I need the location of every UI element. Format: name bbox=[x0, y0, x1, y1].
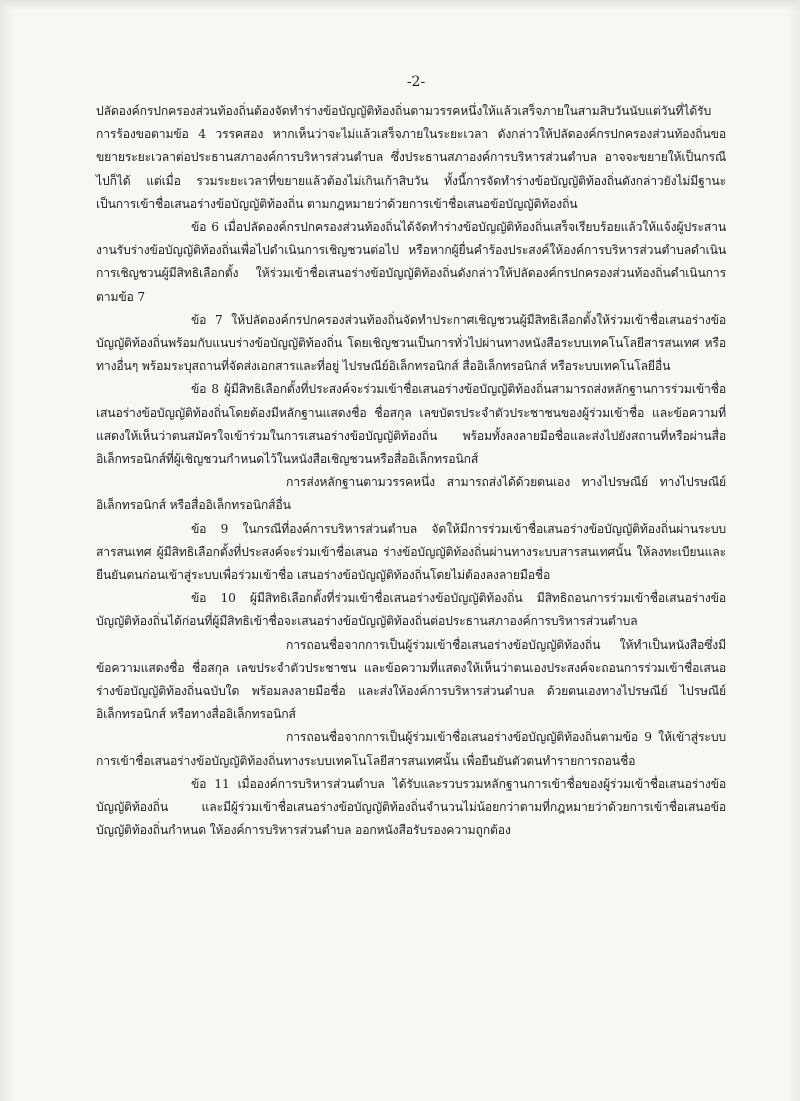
paragraph-clause-11: ข้อ 11 เมื่อองค์การบริหารส่วนตำบล ได้รับและรวบรวมหลักฐานการเข้าชื่อของผู้ร่วมเข้าชื่อเสนอร่างข้อบัญญัติท้องถิ่น และมีผู้ร่วมเข้าชื่อเสนอร่างข้อบัญญัติท้องถิ่นจำนวนไม่น้อยกว่าตามที่กฎหมายว่าด้วยการเข้าชื่อเสนอข้อบัญญัติท้องถิ่นกำหนด ให้องค์การบริหารส่วนตำบล ออกหนังสือรับรองความถูกต้อง bbox=[96, 776, 726, 838]
paragraph-clause-8: ข้อ 8 ผู้มีสิทธิเลือกตั้งที่ประสงค์จะร่วมเข้าชื่อเสนอร่างข้อบัญญัติท้องถิ่นสามารถส่งหลักฐานการร่วมเข้าชื่อเสนอร่างข้อบัญญัติท้องถิ่นโดยต้องมีหลักฐานแสดงชื่อ ชื่อสกุล เลขบัตรประจำตัวประชาชนของผู้ร่วมเข้าชื่อ และข้อความที่แสดงให้เห็นว่าตนสมัครใจเข้าร่วมในการเสนอร่างข้อบัญญัติท้องถิ่น พร้อมทั้งลงลายมือชื่อและส่งไปยังสถานที่หรือผ่านสื่ออิเล็กทรอนิกส์ที่ผู้เชิญชวนกำหนดไว้ในหนังสือเชิญชวนหรือสื่ออิเล็กทรอนิกส์ bbox=[96, 382, 726, 467]
paragraph-clause-10: ข้อ 10 ผู้มีสิทธิเลือกตั้งที่ร่วมเข้าชื่อเสนอร่างข้อบัญญัติท้องถิ่น มีสิทธิถอนการร่วมเข้าชื่อเสนอร่างข้อบัญญัติท้องถิ่นได้ก่อนที่ผู้มีสิทธิเข้าชื่อจะเสนอร่างข้อบัญญัติท้องถิ่นต่อประธานสภาองค์การบริหารส่วนตำบล bbox=[96, 591, 726, 629]
paragraph-clause-10-sub-1: การถอนชื่อจากการเป็นผู้ร่วมเข้าชื่อเสนอร่างข้อบัญญัติท้องถิ่น ให้ทำเป็นหนังสือซึ่งมีข้อความแสดงชื่อ ชื่อสกุล เลขประจำตัวประชาชน และข้อความที่แสดงให้เห็นว่าตนเองประสงค์จะถอนการร่วมเข้าชื่อเสนอร่างข้อบัญญัติท้องถิ่นฉบับใด พร้อมลงลายมือชื่อ และส่งให้องค์การบริหารส่วนตำบล ด้วยตนเองทางไปรษณีย์ ไปรษณีย์อิเล็กทรอนิกส์ หรือทางสื่ออิเล็กทรอนิกส์ bbox=[96, 637, 726, 722]
paragraph-continuation: ปลัดองค์กรปกครองส่วนท้องถิ่นต้องจัดทำร่างข้อบัญญัติท้องถิ่นตามวรรคหนึ่งให้แล้วเสร็จภายในสามสิบวันนับแต่วันที่ได้รับการร้องขอตามข้อ 4 วรรคสอง หากเห็นว่าจะไม่แล้วเสร็จภายในระยะเวลา ดังกล่าวให้ปลัดองค์กรปกครองส่วนท้องถิ่นขอขยายระยะเวลาต่อประธานสภาองค์การบริหารส่วนตำบล ซึ่งประธานสภาองค์การบริหารส่วนตำบล อาจจะขยายให้เป็นกรณีไปก็ได้ แต่เมื่อ รวมระยะเวลาที่ขยายแล้วต้องไม่เกินเก้าสิบวัน ทั้งนี้การจัดทำร่างข้อบัญญัติท้องถิ่นดังกล่าวยังไม่มีฐานะเป็นการเข้าชื่อเสนอร่างข้อบัญญัติท้องถิ่น ตามกฎหมายว่าด้วยการเข้าชื่อเสนอข้อบัญญัติท้องถิ่น bbox=[96, 104, 726, 211]
paragraph-clause-9: ข้อ 9 ในกรณีที่องค์การบริหารส่วนตำบล จัดให้มีการร่วมเข้าชื่อเสนอร่างข้อบัญญัติท้องถิ่นผ่านระบบสารสนเทศ ผู้มีสิทธิเลือกตั้งที่ประสงค์จะร่วมเข้าชื่อเสนอ ร่างข้อบัญญัติท้องถิ่นผ่านทางระบบสารสนเทศนั้น ให้ลงทะเบียนและยืนยันตนก่อนเข้าสู่ระบบเพื่อร่วมเข้าชื่อ เสนอร่างข้อบัญญัติท้องถิ่นโดยไม่ต้องลงลายมือชื่อ bbox=[96, 521, 726, 583]
paragraph-clause-8-sub: การส่งหลักฐานตามวรรคหนึ่ง สามารถส่งได้ด้วยตนเอง ทางไปรษณีย์ ทางไปรษณีย์อิเล็กทรอนิกส์ หรือสื่ออิเล็กทรอนิกส์อื่น bbox=[96, 475, 726, 513]
paragraph-clause-6: ข้อ 6 เมื่อปลัดองค์กรปกครองส่วนท้องถิ่นได้จัดทำร่างข้อบัญญัติท้องถิ่นเสร็จเรียบร้อยแล้วให้แจ้งผู้ประสานงานรับร่างข้อบัญญัติท้องถิ่นเพื่อไปดำเนินการเชิญชวนต่อไป หรือหากผู้ยื่นคำร้องประสงค์ให้องค์การบริหารส่วนตำบลดำเนินการเชิญชวนผู้มีสิทธิเลือกตั้ง ให้ร่วมเข้าชื่อเสนอร่างข้อบัญญัติท้องถิ่นดังกล่าวให้ปลัดองค์กรปกครองส่วนท้องถิ่นดำเนินการตามข้อ 7 bbox=[96, 220, 726, 304]
scan-edge-shadow bbox=[0, 0, 800, 10]
paragraph-clause-7: ข้อ 7 ให้ปลัดองค์กรปกครองส่วนท้องถิ่นจัดทำประกาศเชิญชวนผู้มีสิทธิเลือกตั้งให้ร่วมเข้าชื่อเสนอร่างข้อบัญญัติท้องถิ่นพร้อมกับแนบร่างข้อบัญญัติท้องถิ่น โดยเชิญชวนเป็นการทั่วไปผ่านทางหนังสือระบบเทคโนโลยีสารสนเทศ หรือทางอื่นๆ พร้อมระบุสถานที่จัดส่งเอกสารและที่อยู่ ไปรษณีย์อิเล็กทรอนิกส์ สื่ออิเล็กทรอนิกส์ หรือระบบเทคโนโลยีอื่น bbox=[96, 312, 726, 374]
page-number: -2- bbox=[406, 74, 426, 90]
document-body bbox=[96, 100, 726, 843]
paragraph-clause-10-sub-2: การถอนชื่อจากการเป็นผู้ร่วมเข้าชื่อเสนอร่างข้อบัญญัติท้องถิ่นตามข้อ 9 ให้เข้าสู่ระบบการเข้าชื่อเสนอร่างข้อบัญญัติท้องถิ่นทางระบบเทคโนโลยีสารสนเทศนั้น เพื่อยืนยันตัวตนทำรายการถอนชื่อ bbox=[96, 730, 726, 768]
